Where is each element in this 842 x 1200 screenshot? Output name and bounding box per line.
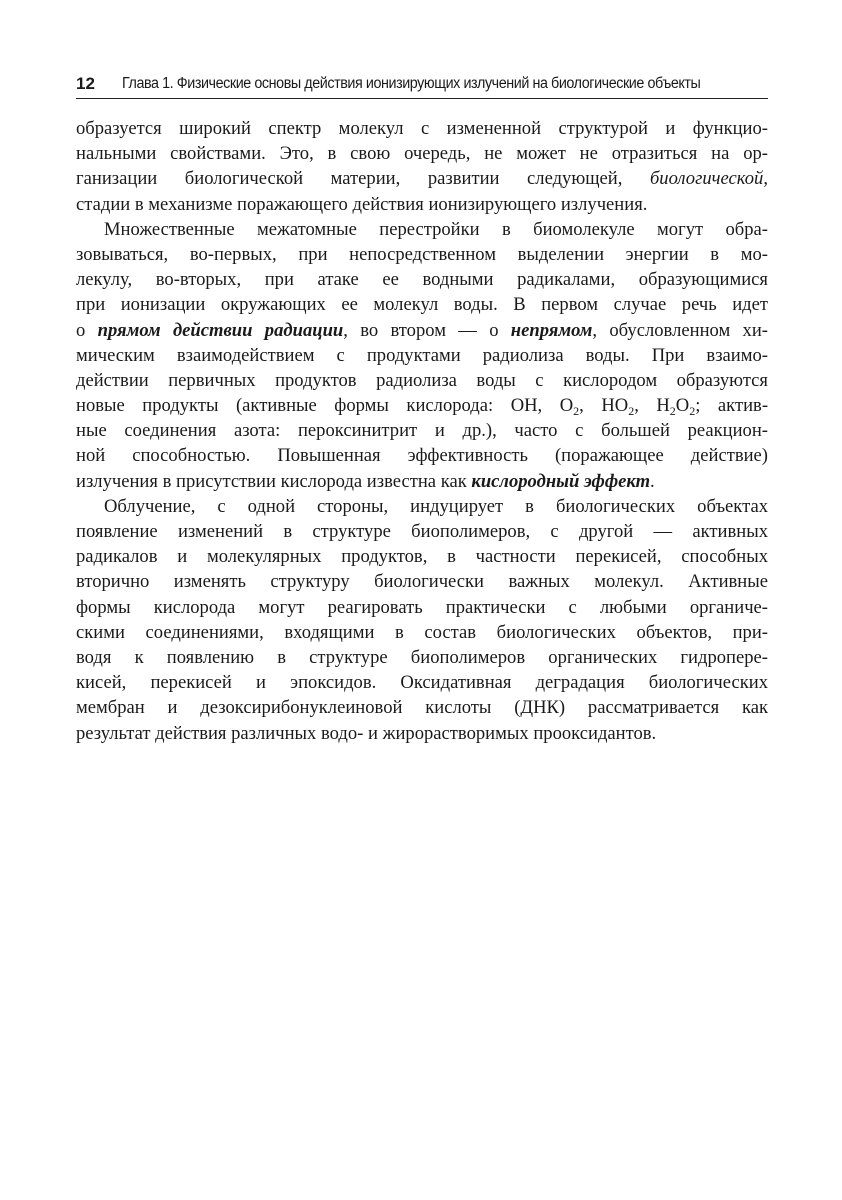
text-run: , во втором — о — [343, 319, 511, 341]
text-run: O — [675, 395, 690, 417]
text-line — [76, 242, 768, 267]
text-run: стадии в механизме поражающего действия ионизирующего излучения. — [76, 193, 648, 215]
subscript: 2 — [573, 404, 580, 419]
emphasis-text: прямом действии радиации — [97, 319, 344, 341]
text-run: о — [76, 319, 98, 341]
text-run: . — [650, 470, 655, 492]
text-line — [76, 343, 768, 368]
text-line — [76, 443, 768, 468]
text-line — [76, 393, 768, 418]
text-run: водя к появлению в структуре биополимеров органических гидропере- — [76, 646, 768, 668]
text-line — [76, 141, 768, 166]
page-number: 12 — [76, 74, 95, 93]
paragraph — [76, 217, 768, 494]
emphasis-text: непрямом — [510, 319, 593, 341]
text-line — [76, 292, 768, 317]
emphasis-text: кислородный эффект — [471, 470, 651, 492]
text-line — [76, 116, 768, 141]
text-line — [76, 418, 768, 443]
text-line — [76, 166, 768, 191]
subscript: 2 — [689, 404, 696, 419]
text-run: мическим взаимодействием с продуктами радиолиза воды. При взаимо- — [76, 344, 768, 366]
text-run: при ионизации окружающих ее молекул воды. В первом случае речь идет — [76, 294, 768, 316]
text-line — [76, 544, 768, 569]
text-line — [76, 192, 768, 217]
text-line — [76, 267, 768, 292]
text-run: ганизации биологической материи, развитии следующей, — [76, 168, 650, 190]
text-run: ; актив- — [695, 395, 769, 417]
text-run: кисей, перекисей и эпоксидов. Оксидативная деградация биологических — [76, 672, 768, 694]
text-run: радикалов и молекулярных продуктов, в частности перекисей, способных — [76, 546, 768, 568]
text-run: , H — [634, 395, 670, 417]
text-run: результат действия различных водо- и жирорастворимых прооксидантов. — [76, 722, 657, 744]
text-line — [76, 494, 768, 519]
text-run: скими соединениями, входящими в состав биологических объектов, при- — [76, 621, 768, 643]
text-run: образуется широкий спектр молекул с измененной структурой и функцио- — [76, 118, 768, 139]
text-run: зовываться, во-первых, при непосредственном выделении энергии в мо- — [76, 243, 768, 265]
text-run: формы кислорода могут реагировать практически с любыми органиче- — [76, 596, 768, 618]
text-run: , обусловленном хи- — [592, 319, 768, 341]
text-run: , — [763, 168, 768, 190]
text-line — [76, 217, 768, 242]
text-run: излучения в присутствии кислорода известна как — [76, 470, 472, 492]
text-line — [76, 620, 768, 645]
running-title: Глава 1. Физические основы действия ионизирующих излучений на биологические объекты — [122, 75, 701, 92]
text-run: ные соединения азота: пероксинитрит и др.), часто с большей реакцион- — [76, 420, 768, 442]
text-line — [76, 595, 768, 620]
text-line — [76, 569, 768, 594]
text-line — [76, 645, 768, 670]
running-header — [76, 72, 768, 99]
text-line — [76, 670, 768, 695]
text-line — [76, 519, 768, 544]
text-run: , HO — [579, 395, 629, 417]
emphasis-text: биологической — [649, 168, 764, 190]
text-run: ной способностью. Повышенная эффективность (поражающее действие) — [76, 445, 768, 467]
text-run: вторично изменять структуру биологически важных молекул. Активные — [76, 571, 768, 593]
text-run: лекулу, во-вторых, при атаке ее водными радикалами, образующимися — [76, 269, 768, 291]
text-line — [76, 318, 768, 343]
text-line — [76, 695, 768, 720]
text-line — [76, 721, 768, 746]
text-run: новые продукты (активные формы кислорода: OH, O — [76, 395, 574, 417]
text-run: Множественные межатомные перестройки в биомолекуле могут обра- — [104, 218, 768, 240]
text-run: действии первичных продуктов радиолиза воды с кислородом образуются — [76, 369, 768, 391]
text-line — [76, 469, 768, 494]
text-line — [76, 368, 768, 393]
text-run: появление изменений в структуре биополимеров, с другой — активных — [76, 521, 768, 542]
subscript: 2 — [669, 404, 676, 419]
paragraph — [76, 494, 768, 746]
text-run: Облучение, с одной стороны, индуцирует в биологических объектах — [104, 495, 768, 517]
subscript: 2 — [628, 404, 635, 419]
text-run: нальными свойствами. Это, в свою очередь, не может не отразиться на ор- — [76, 143, 768, 165]
text-run: мембран и дезоксирибонуклеиновой кислоты (ДНК) рассматривается как — [76, 697, 768, 719]
paragraph — [76, 116, 768, 217]
body-text — [76, 116, 768, 746]
